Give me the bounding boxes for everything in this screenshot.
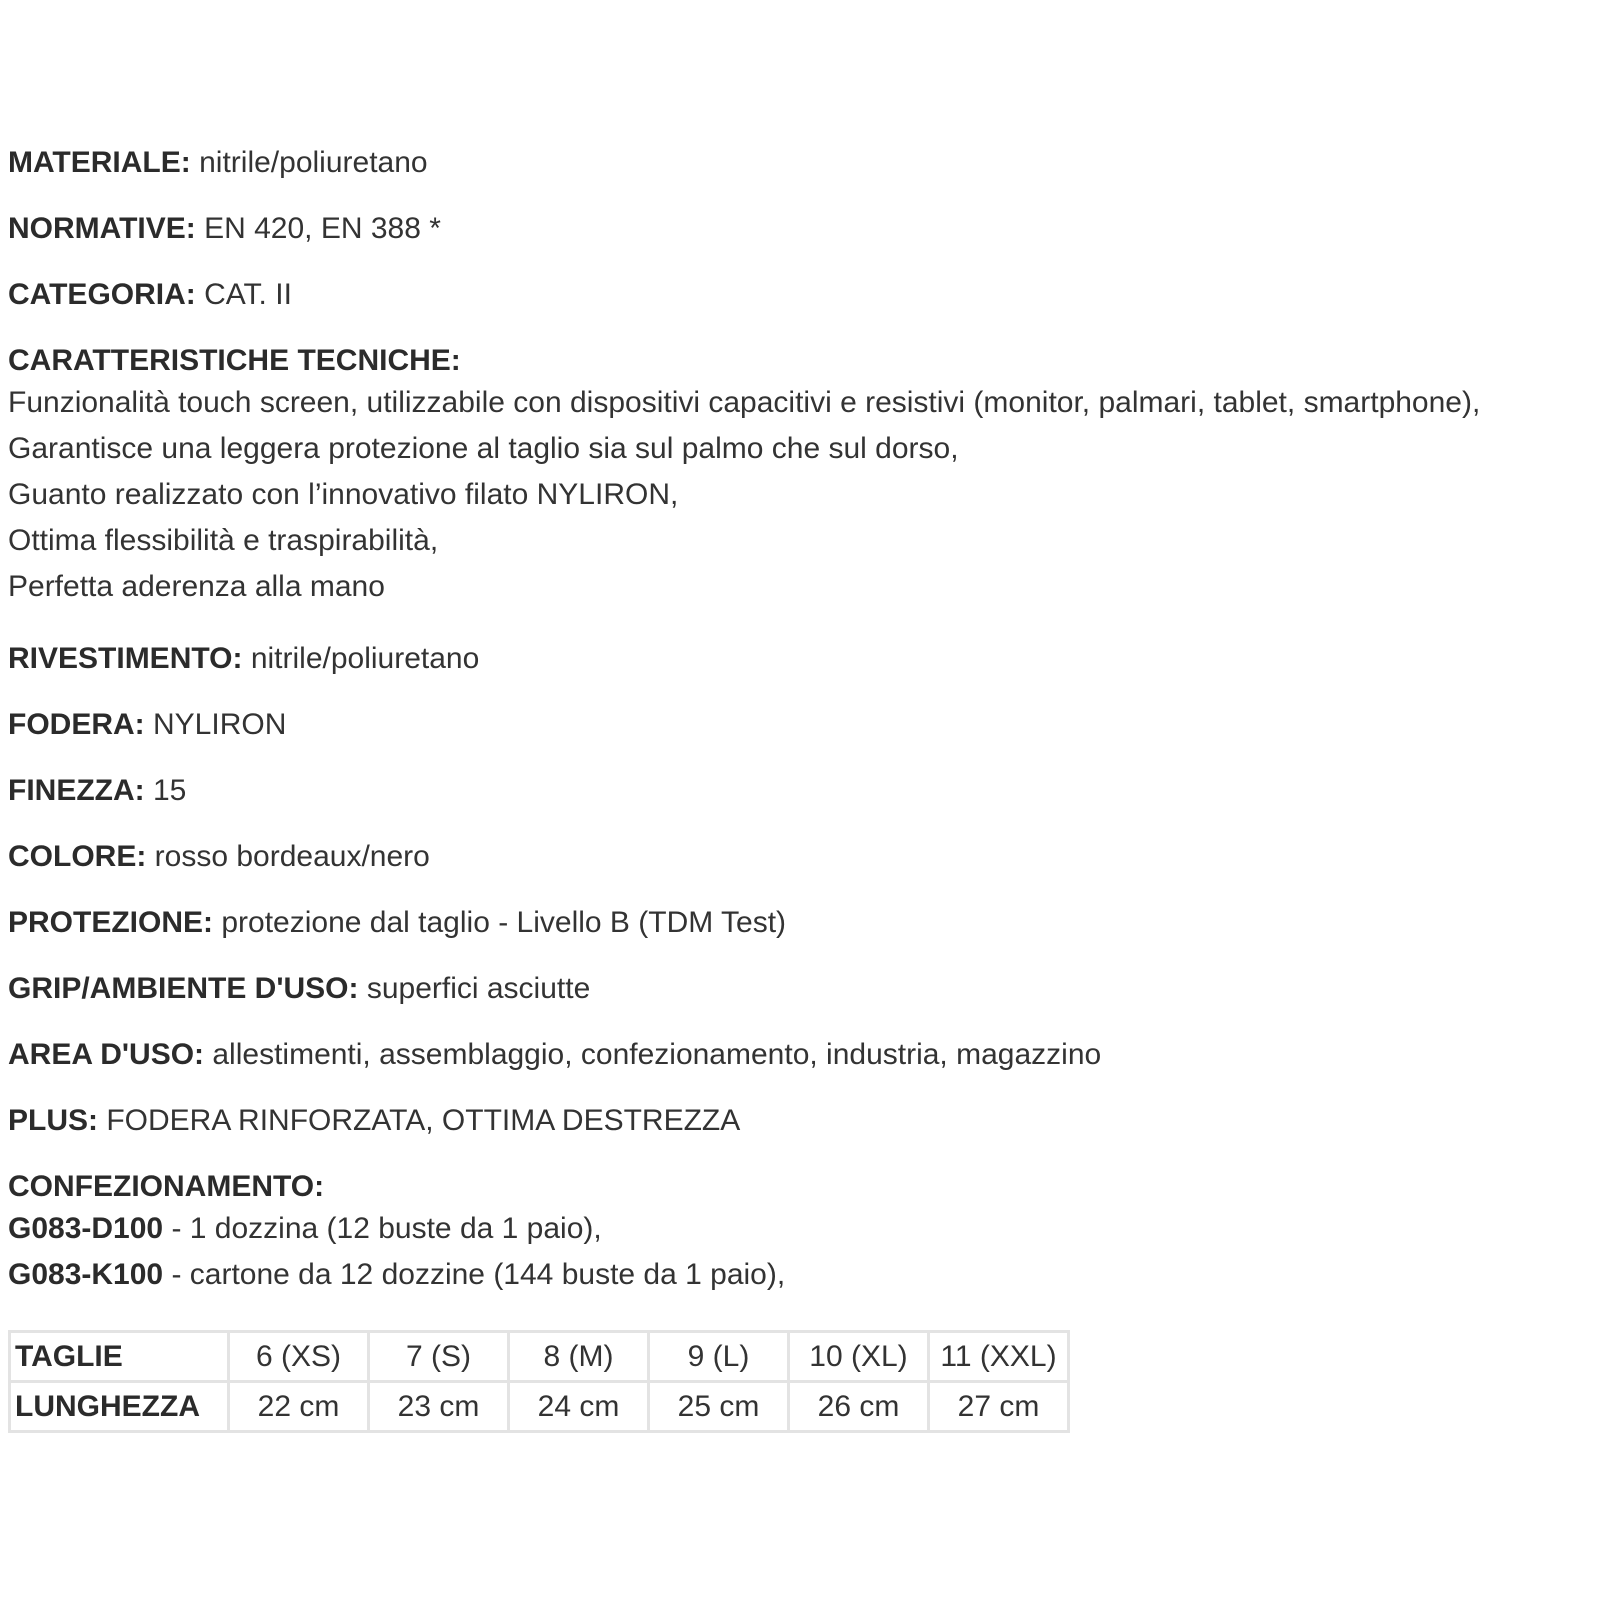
spec-value: 15: [152, 774, 187, 807]
spec-value: FODERA RINFORZATA, OTTIMA DESTREZZA: [106, 1104, 741, 1137]
length-cell: 26 cm: [789, 1382, 929, 1432]
product-code: G083-D100: [8, 1212, 164, 1245]
size-table: [8, 1330, 1070, 1433]
spec-area-uso: [8, 1038, 1598, 1072]
spec-value: nitrile/poliuretano: [250, 642, 480, 675]
spec-value: CAT. II: [204, 278, 292, 311]
feature-line: Garantisce una leggera protezione al taglio sia sul palmo che sul dorso,: [8, 432, 959, 465]
feature-line: Funzionalità touch screen, utilizzabile con dispositivi capacitivi e resistivi (monitor, palmari, tablet, smartphone),: [8, 386, 1481, 419]
spec-label: FODERA:: [8, 708, 145, 741]
spec-value: EN 420, EN 388 *: [204, 212, 441, 245]
spec-label: PROTEZIONE:: [8, 906, 214, 939]
spec-label: CATEGORIA:: [8, 278, 196, 311]
spec-fodera: [8, 708, 1598, 742]
product-spec-sheet: [8, 146, 1598, 1433]
size-cell: 9 (L): [649, 1332, 789, 1382]
size-cell: 7 (S): [369, 1332, 509, 1382]
length-cell: 27 cm: [929, 1382, 1069, 1432]
spec-label: CARATTERISTICHE TECNICHE:: [8, 344, 461, 377]
packaging-line: [8, 1252, 1598, 1298]
spec-label: RIVESTIMENTO:: [8, 642, 243, 675]
spec-label: GRIP/AMBIENTE D'USO:: [8, 972, 359, 1005]
length-cell: 22 cm: [229, 1382, 369, 1432]
table-row: [10, 1332, 1069, 1382]
spec-rivestimento: [8, 642, 1598, 676]
size-cell: 11 (XXL): [929, 1332, 1069, 1382]
feature-line: Guanto realizzato con l’innovativo filato NYLIRON,: [8, 478, 679, 511]
feature-line: Perfetta aderenza alla mano: [8, 570, 385, 603]
spec-confezionamento: [8, 1170, 1598, 1298]
spec-label: COLORE:: [8, 840, 147, 873]
spec-label: CONFEZIONAMENTO:: [8, 1170, 325, 1203]
spec-plus: [8, 1104, 1598, 1138]
spec-label: PLUS:: [8, 1104, 98, 1137]
size-cell: 6 (XS): [229, 1332, 369, 1382]
feature-line: Ottima flessibilità e traspirabilità,: [8, 524, 439, 557]
length-cell: 24 cm: [509, 1382, 649, 1432]
spec-value: allestimenti, assemblaggio, confezionamento, industria, magazzino: [212, 1038, 1102, 1071]
spec-colore: [8, 840, 1598, 874]
spec-value: NYLIRON: [153, 708, 287, 741]
spec-protezione: [8, 906, 1598, 940]
spec-value: rosso bordeaux/nero: [154, 840, 430, 873]
packaging-description: - 1 dozzina (12 buste da 1 paio),: [163, 1212, 602, 1245]
spec-label: NORMATIVE:: [8, 212, 196, 245]
product-code: G083-K100: [8, 1258, 164, 1291]
size-cell: 10 (XL): [789, 1332, 929, 1382]
spec-label: MATERIALE:: [8, 146, 191, 179]
spec-finezza: [8, 774, 1598, 808]
length-cell: 25 cm: [649, 1382, 789, 1432]
spec-value: nitrile/poliuretano: [199, 146, 428, 179]
size-cell: 8 (M): [509, 1332, 649, 1382]
spec-value: superfici asciutte: [366, 972, 591, 1005]
packaging-description: - cartone da 12 dozzine (144 buste da 1 paio),: [163, 1258, 786, 1291]
spec-caratteristiche-tecniche: [8, 344, 1598, 610]
spec-materiale: [8, 146, 1598, 180]
spec-label: AREA D'USO:: [8, 1038, 205, 1071]
length-cell: 23 cm: [369, 1382, 509, 1432]
spec-label: FINEZZA:: [8, 774, 145, 807]
row-header-taglie: TAGLIE: [10, 1332, 229, 1382]
packaging-line: [8, 1206, 1598, 1252]
spec-normative: [8, 212, 1598, 246]
spec-grip: [8, 972, 1598, 1006]
spec-categoria: [8, 278, 1598, 312]
spec-value: protezione dal taglio - Livello B (TDM Test): [221, 906, 787, 939]
row-header-lunghezza: LUNGHEZZA: [10, 1382, 229, 1432]
table-row: [10, 1382, 1069, 1432]
